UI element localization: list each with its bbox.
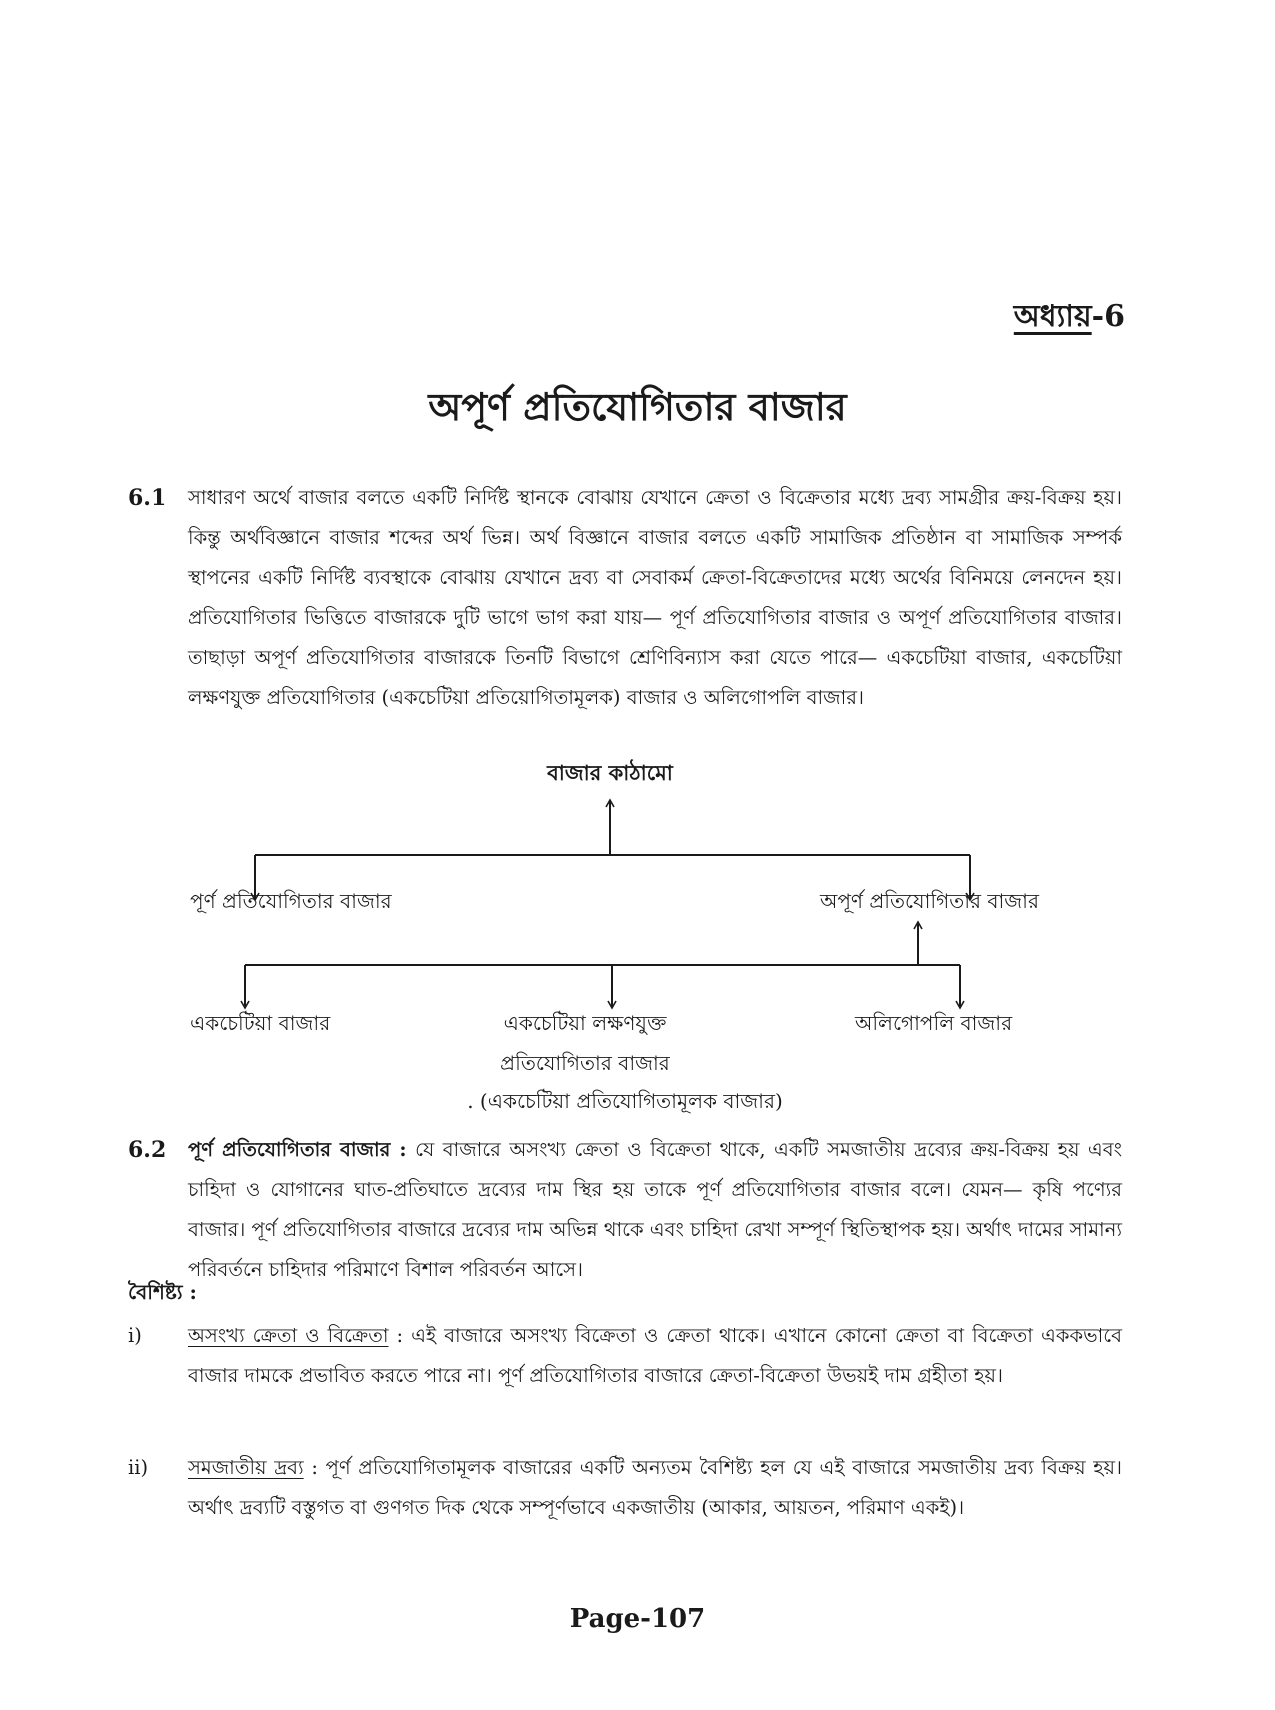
section-number: 6.1 [128, 485, 167, 511]
feature-body [188, 1316, 1122, 1396]
diagram-right-label: অপূর্ণ প্রতিযোগিতার বাজার [820, 889, 1039, 913]
feature-term: সমজাতীয় দ্রব্য [188, 1456, 304, 1479]
section-lead-term: পূর্ণ প্রতিযোগিতার বাজার : [188, 1138, 407, 1161]
section-text: যে বাজারে অসংখ্য ক্রেতা ও বিক্রেতা থাকে, একটি সমজাতীয় দ্রব্যের ক্রয়-বিক্রয় হয় এবং চাহিদা ও যোগানের ঘাত-প্রতিঘাতে দ্রব্যের দাম স্থির হয় তাকে পূর্ণ প্রতিযোগিতার বাজার বলে। যেমন— কৃষি পণ্যের বাজার। পূর্ণ প্রতিযোগিতার বাজারে দ্রব্যের দাম অভিন্ন থাকে এবং চাহিদা রেখা সম্পূর্ণ স্থিতিস্থাপক হয়। অর্থাৎ দামের সামান্য পরিবর্তনে চাহিদার পরিমাণে বিশাল পরিবর্তন আসে। [188, 1138, 1122, 1281]
page-title: অপূর্ণ প্রতিযোগিতার বাজার [428, 384, 847, 429]
feature-term: অসংখ্য ক্রেতা ও বিক্রেতা [188, 1324, 389, 1347]
feature-numeral: i) [128, 1324, 142, 1347]
feature-item-1 [128, 1316, 1122, 1396]
diagram-root-label: বাজার কাঠামো [547, 760, 673, 785]
section-6-2 [128, 1130, 1122, 1290]
section-text: সাধারণ অর্থে বাজার বলতে একটি নির্দিষ্ট স্থানকে বোঝায় যেখানে ক্রেতা ও বিক্রেতার মধ্যে দ্রব্য সামগ্রীর ক্রয়-বিক্রয় হয়। কিন্তু অর্থবিজ্ঞানে বাজার শব্দের অর্থ ভিন্ন। অর্থ বিজ্ঞানে বাজার বলতে একটি সামাজিক প্রতিষ্ঠান বা সামাজিক সম্পর্ক স্থাপনের একটি নির্দিষ্ট ব্যবস্থাকে বোঝায় যেখানে দ্রব্য বা সেবাকর্ম ক্রেতা-বিক্রেতাদের মধ্যে অর্থের বিনিময়ে লেনদেন হয়। প্রতিযোগিতার ভিত্তিতে বাজারকে দুটি ভাগে ভাগ করা যায়— পূর্ণ প্রতিযোগিতার বাজার ও অপূর্ণ প্রতিযোগিতার বাজার। তাছাড়া অপূর্ণ প্রতিযোগিতার বাজারকে তিনটি বিভাগে শ্রেণিবিন্যাস করা যেতে পারে— একচেটিয়া বাজার, একচেটিয়া লক্ষণযুক্ত প্রতিযোগিতার (একচেটিয়া প্রতিয়োগিতামূলক) বাজার ও অলিগোপলি বাজার। [188, 486, 1122, 709]
chapter-separator: - [1091, 299, 1105, 334]
feature-text: : এই বাজারে অসংখ্য বিক্রেতা ও ক্রেতা থাকে। এখানে কোনো ক্রেতা বা বিক্রেতা এককভাবে বাজার দামকে প্রভাবিত করতে পারে না। পূর্ণ প্রতিযোগিতার বাজারে ক্রেতা-বিক্রেতা উভয়ই দাম গ্রহীতা হয়। [188, 1324, 1122, 1387]
diagram-child-2-line-1: একচেটিয়া লক্ষণযুক্ত [503, 1011, 667, 1035]
diagram-child-2-line-3: . (একচেটিয়া প্রতিযোগিতামূলক বাজার) [467, 1089, 783, 1113]
feature-text: : পূর্ণ প্রতিযোগিতামূলক বাজারের একটি অন্যতম বৈশিষ্ট্য হল যে এই বাজারে সমজাতীয় দ্রব্য বিক্রয় হয়। অর্থাৎ দ্রব্যটি বস্তুগত বা গুণগত দিক থেকে সম্পূর্ণভাবে একজাতীয় (আকার, আয়তন, পরিমাণ একই)। [188, 1456, 1122, 1519]
diagram-child-1-line-1: একচেটিয়া বাজার [190, 1011, 331, 1035]
section-text-container [188, 1130, 1122, 1290]
chapter-number: 6 [1104, 299, 1125, 334]
page-number: Page-107 [569, 1604, 706, 1634]
feature-numeral: ii) [128, 1456, 149, 1479]
features-heading: বৈশিষ্ট্য : [128, 1280, 197, 1304]
diagram-child-2-line-2: প্রতিযোগিতার বাজার [500, 1051, 670, 1075]
feature-item-2 [128, 1448, 1122, 1528]
section-number: 6.2 [128, 1137, 167, 1163]
diagram-child-3-line-1: অলিগোপলি বাজার [855, 1011, 1013, 1035]
feature-body [188, 1448, 1122, 1528]
chapter-word: অধ্যায় [1013, 299, 1092, 334]
diagram-left-label: পূর্ণ প্রতিযোগিতার বাজার [190, 889, 392, 913]
